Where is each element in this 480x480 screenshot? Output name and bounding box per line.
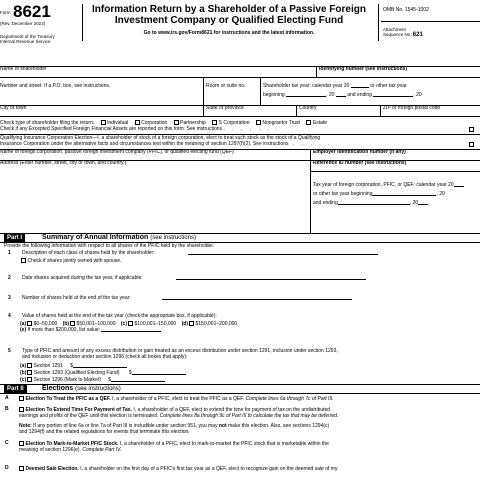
line5b-letter: (b) [20, 370, 27, 376]
election-b-text1: I, a shareholder of a QEF, elect to extend the time for payment of tax on the undistributed [133, 407, 331, 413]
pfic-ending-label: and ending [313, 200, 338, 206]
shareholder-type-label: Check type of shareholder filing the return: [0, 120, 95, 126]
checkbox-individual[interactable] [101, 120, 106, 125]
line5b-label: Section 1293 (Qualified Electing Fund) [33, 370, 120, 376]
checkbox-5b[interactable] [27, 370, 32, 375]
checkbox-5c[interactable] [27, 377, 32, 382]
qic-election-block: Qualifying Insurance Corporation Election—I, a shareholder of stock of a foreign corporation, elect to treat such stock as the stock of a Qualifying Insurance Corporation under the alternative facts and circumstances test within the meaning of section 1297(f)(2). See instructions . . . . . [0, 136, 470, 148]
checkbox-4d[interactable] [189, 321, 194, 326]
checkbox-excepted-assets[interactable] [469, 127, 474, 132]
line5a-row [20, 363, 127, 370]
checkbox-qic-election[interactable] [469, 142, 474, 147]
checkbox-election-a[interactable] [19, 396, 24, 401]
line4d-letter: (d) [181, 321, 188, 327]
qic-line2: Insurance Corporation under the alternative facts and circumstances test within the meaning of section 1297(f)(2). See instructions [0, 140, 289, 147]
pfic-tax-year-label: Tax year of foreign corporation, PFIC, or QEF: calendar year 20 [313, 182, 454, 188]
line5-number: 5 [8, 348, 11, 354]
part1-title [42, 234, 196, 242]
line4-number: 4 [8, 313, 11, 319]
election-b-row [18, 407, 478, 420]
pfic-tax-year-block [313, 181, 480, 208]
tax-year-ending-input[interactable] [373, 96, 413, 97]
tax-year-beginning-year-input[interactable] [336, 96, 346, 97]
pfic-ending-input[interactable] [338, 204, 410, 205]
checkbox-nongrantor-trust[interactable] [256, 120, 261, 125]
election-a-instruction: Complete lines 6a through 7c of Part III. [245, 396, 334, 402]
election-d-row [18, 466, 478, 473]
pfic-beginning-20: , 20 [436, 191, 445, 197]
room-suite-field[interactable] [206, 84, 245, 90]
line1-text: Description of each class of shares held by the shareholder: [22, 250, 155, 256]
pfic-beginning-input[interactable] [372, 195, 436, 196]
line5a-dollar: $ [70, 363, 73, 369]
checkbox-election-b[interactable] [19, 407, 24, 412]
election-a-text: I, a shareholder of a PFIC, elect to treat the PFIC as a QEF. [112, 396, 245, 402]
reference-id-field[interactable] [313, 161, 406, 167]
identifying-number-field[interactable] [319, 67, 407, 73]
line1-description-input[interactable] [188, 249, 378, 255]
line4a-label: $0–50,000 [33, 321, 58, 327]
country-field[interactable] [299, 106, 317, 112]
checkbox-election-d[interactable] [19, 466, 24, 471]
election-c-title: Election To Mark-to-Market PFIC Stock. [25, 441, 119, 447]
option-corporation: Corporation [141, 120, 168, 126]
note-not: not [218, 423, 227, 429]
part2-title-text: Elections [42, 385, 74, 392]
line2-text: Date shares acquired during the tax year, if applicable: [22, 275, 143, 281]
election-b-note [19, 424, 477, 436]
line5c-letter: (c) [20, 377, 27, 383]
revision-date: (Rev. December 2023) [0, 21, 46, 26]
part2-title-suffix: (see instructions) [75, 386, 121, 392]
line1-joint-label: Check if shares jointly owned with spouse. [27, 258, 122, 264]
pfic-name-label: Name of foreign corporation, passive foreign investment company (PFIC), or qualified electing fund (QEF) [0, 149, 234, 155]
line4e-letter: (e) [20, 327, 27, 333]
tax-year-ending-20: , 20 [413, 91, 422, 98]
line5c-row [20, 377, 165, 384]
part1-intro: Provide the following information with respect to all shares of the PFIC held by the shareholder. [4, 243, 215, 249]
identifying-number-label: Identifying number (see instructions) [319, 66, 408, 72]
line4e-row [20, 328, 161, 334]
line5c-amount-input[interactable] [111, 381, 165, 382]
checkbox-election-c[interactable] [19, 441, 24, 446]
election-b-instruction: Complete lines 8a through 9c of Part III to calculate the tax that may be deferred. [159, 412, 339, 419]
pfic-name-field[interactable] [0, 150, 234, 156]
checkbox-s-corporation[interactable] [212, 120, 217, 125]
election-c-text2: meaning of section 1296(e). [19, 446, 81, 453]
note-label: Note: [19, 423, 32, 429]
election-b-text2: earnings and profits of the QEF until this election is terminated. [19, 412, 159, 419]
tax-year-other-label: or other tax year [370, 83, 407, 89]
option-s-corporation: S Corporation [218, 120, 250, 126]
part1-title-suffix: (see instructions) [150, 235, 196, 241]
line1-number: 1 [8, 250, 11, 256]
tax-year-calendar-label: Shareholder tax year: calendar year 20 [263, 83, 350, 89]
line5-text [22, 349, 478, 361]
line5c-label: Section 1296 (Mark to Market) [33, 377, 101, 383]
sequence-number: 621 [412, 31, 423, 38]
attachment-label: Attachment [381, 21, 480, 32]
pfic-calendar-year-input[interactable] [454, 186, 464, 187]
pfic-address-field[interactable] [0, 161, 126, 167]
line5a-label: Section 1291 [33, 363, 63, 369]
note-text2: and 1294(f) and the related regulations for events that terminate this election. [19, 428, 190, 435]
election-b-letter: B [5, 406, 9, 412]
line4-text: Value of shares held at the end of the tax year (check the appropriate box, if applicable): [22, 313, 217, 319]
line5-text-line1: Type of PFIC and amount of any excess distribution or gain treated as an excess distribution under section 1291, inclusion under section 1293, [22, 348, 338, 354]
note-text1: If any portion of line 6a or line 7a of Part III is includible under section 951, you may [33, 423, 218, 429]
country-label: Country [299, 105, 317, 111]
line4e-value-input[interactable] [101, 331, 161, 332]
instructions-url: Go to www.irs.gov/Form8621 for instructions and the latest information. [143, 30, 315, 36]
state-field[interactable] [206, 106, 244, 112]
form-number: 8621 [13, 2, 51, 21]
line2-date-input[interactable] [176, 274, 366, 280]
line4b-label: $50,001–100,000 [76, 321, 116, 327]
form-id-block [0, 4, 82, 64]
line3-number: 3 [8, 295, 11, 301]
option-individual: Individual [107, 120, 129, 126]
pfic-other-year-label: or other tax year beginning [313, 191, 373, 197]
election-c-instruction: Complete Part IV. [82, 446, 122, 453]
election-b-title: Election To Extend Time For Payment of Tax. [25, 407, 132, 413]
checkbox-partnership[interactable] [174, 120, 179, 125]
zip-label: ZIP or foreign postal code [383, 105, 441, 111]
excepted-assets-label: Check if any Excepted Specified Foreign Financial Assets are reported on this form. See instructions [0, 126, 223, 132]
city-label: City or town [0, 105, 27, 111]
line2-number: 2 [8, 275, 11, 281]
checkbox-jointly-owned[interactable] [21, 258, 26, 263]
line5a-amount-input[interactable] [73, 367, 127, 368]
election-a-title: Election To Treat the PFIC as a QEF. [25, 396, 111, 402]
tax-year-calendar-input[interactable] [351, 87, 369, 88]
agency: Internal Revenue Service [0, 39, 51, 44]
pfic-address-label: Address (Enter number, street, city or town, and country.) [0, 160, 127, 166]
ein-field[interactable] [313, 150, 406, 156]
checkbox-4c[interactable] [128, 321, 133, 326]
line4c-label: $100,001–150,000 [134, 321, 177, 327]
department: Department of the Treasury [0, 34, 55, 39]
election-a-letter: A [5, 395, 9, 401]
tax-year-beginning-input[interactable] [286, 96, 326, 97]
room-suite-label: Room or suite no. [206, 83, 246, 89]
shareholder-name-label: Name of shareholder [0, 66, 47, 72]
option-partnership: Partnership [180, 120, 206, 126]
election-c-text1: I, a shareholder of a PFIC, elect to mark-to-market the PFIC stock that is marketable within the [119, 441, 329, 447]
election-d-title: Deemed Sale Election. [25, 466, 79, 472]
form-title-block [84, 4, 374, 37]
zip-field[interactable] [383, 106, 440, 112]
election-c-letter: C [5, 440, 9, 446]
line5b-row [20, 370, 186, 377]
option-estate: Estate [312, 120, 327, 126]
shareholder-name-field[interactable] [0, 67, 47, 73]
part1-label: Part I [4, 234, 25, 242]
street-field[interactable] [0, 84, 110, 90]
checkbox-5a[interactable] [27, 363, 32, 368]
line5c-dollar: $ [108, 377, 112, 383]
line4b-letter: (b) [62, 321, 70, 327]
checkbox-estate[interactable] [306, 120, 311, 125]
form-label: Form [0, 10, 11, 15]
excepted-assets-row: Check if any Excepted Specified Foreign Financial Assets are reported on this form. See instructions . . . . . . . [0, 126, 281, 132]
line3-text: Number of shares held at the end of the tax year: [22, 295, 131, 301]
checkbox-4a[interactable] [27, 321, 32, 326]
election-d-letter: D [5, 465, 9, 471]
line5a-letter: (a) [20, 363, 27, 369]
line5b-dollar: $ [128, 370, 132, 376]
tax-year-ending-label: and ending [347, 91, 372, 98]
election-a-row [18, 396, 478, 403]
tax-year-beginning-20: , 20 [326, 91, 335, 98]
line5-text-line2: and inclusion or deduction under section 1296 (check all boxes that apply): [22, 353, 188, 360]
part1-title-text: Summary of Annual Information [42, 234, 149, 241]
qic-line1: Qualifying Insurance Corporation Election—I, a shareholder of stock of a foreign corporation, elect to treat such stock as the stock of a Qualifying [0, 135, 321, 141]
city-field[interactable] [0, 106, 26, 112]
checkbox-4b[interactable] [70, 321, 75, 326]
line5b-amount-input[interactable] [132, 374, 186, 375]
election-c-row [18, 441, 478, 454]
part2-title [42, 385, 121, 393]
street-label: Number and street. If a P.O. box, see instructions. [0, 83, 111, 89]
ein-label: Employer identification number (if any) [313, 149, 406, 155]
shareholder-tax-year-block [263, 84, 480, 99]
option-nongrantor-trust: Nongrantor Trust [262, 120, 300, 126]
part2-label: Part II [4, 385, 27, 393]
line4a-letter: (a) [20, 321, 27, 327]
note-text1b: make this election. Also, see sections 1294(c) [228, 423, 330, 429]
sequence-label: Sequence No. [383, 31, 412, 37]
pfic-ending-year-input[interactable] [418, 204, 428, 205]
state-label: State or province [206, 105, 244, 111]
pfic-ending-20: , 20 [409, 200, 419, 206]
reference-id-label: Reference ID number (see instructions) [313, 160, 407, 166]
line1-joint-row [20, 258, 121, 265]
omb-number: OMB No. 1545-1002 [383, 7, 429, 13]
checkbox-corporation[interactable] [135, 120, 140, 125]
line3-shares-input[interactable] [162, 294, 352, 300]
tax-year-beginning-label: beginning [263, 91, 285, 98]
form-title-line2: Investment Company or Qualified Electing Fund [114, 15, 344, 26]
omb-block [381, 4, 480, 39]
line4d-label: $150,001–200,000 [195, 321, 238, 327]
form-title-line1: Information Return by a Shareholder of a Passive Foreign [92, 4, 366, 15]
line4c-letter: (c) [120, 321, 127, 327]
election-d-text: I, a shareholder on the first day of a PFIC's first tax year as a QEF, elect to recognize gain on the deemed sale of my [80, 466, 338, 472]
line4e-label: If more than $200,000, list value: [27, 327, 101, 333]
